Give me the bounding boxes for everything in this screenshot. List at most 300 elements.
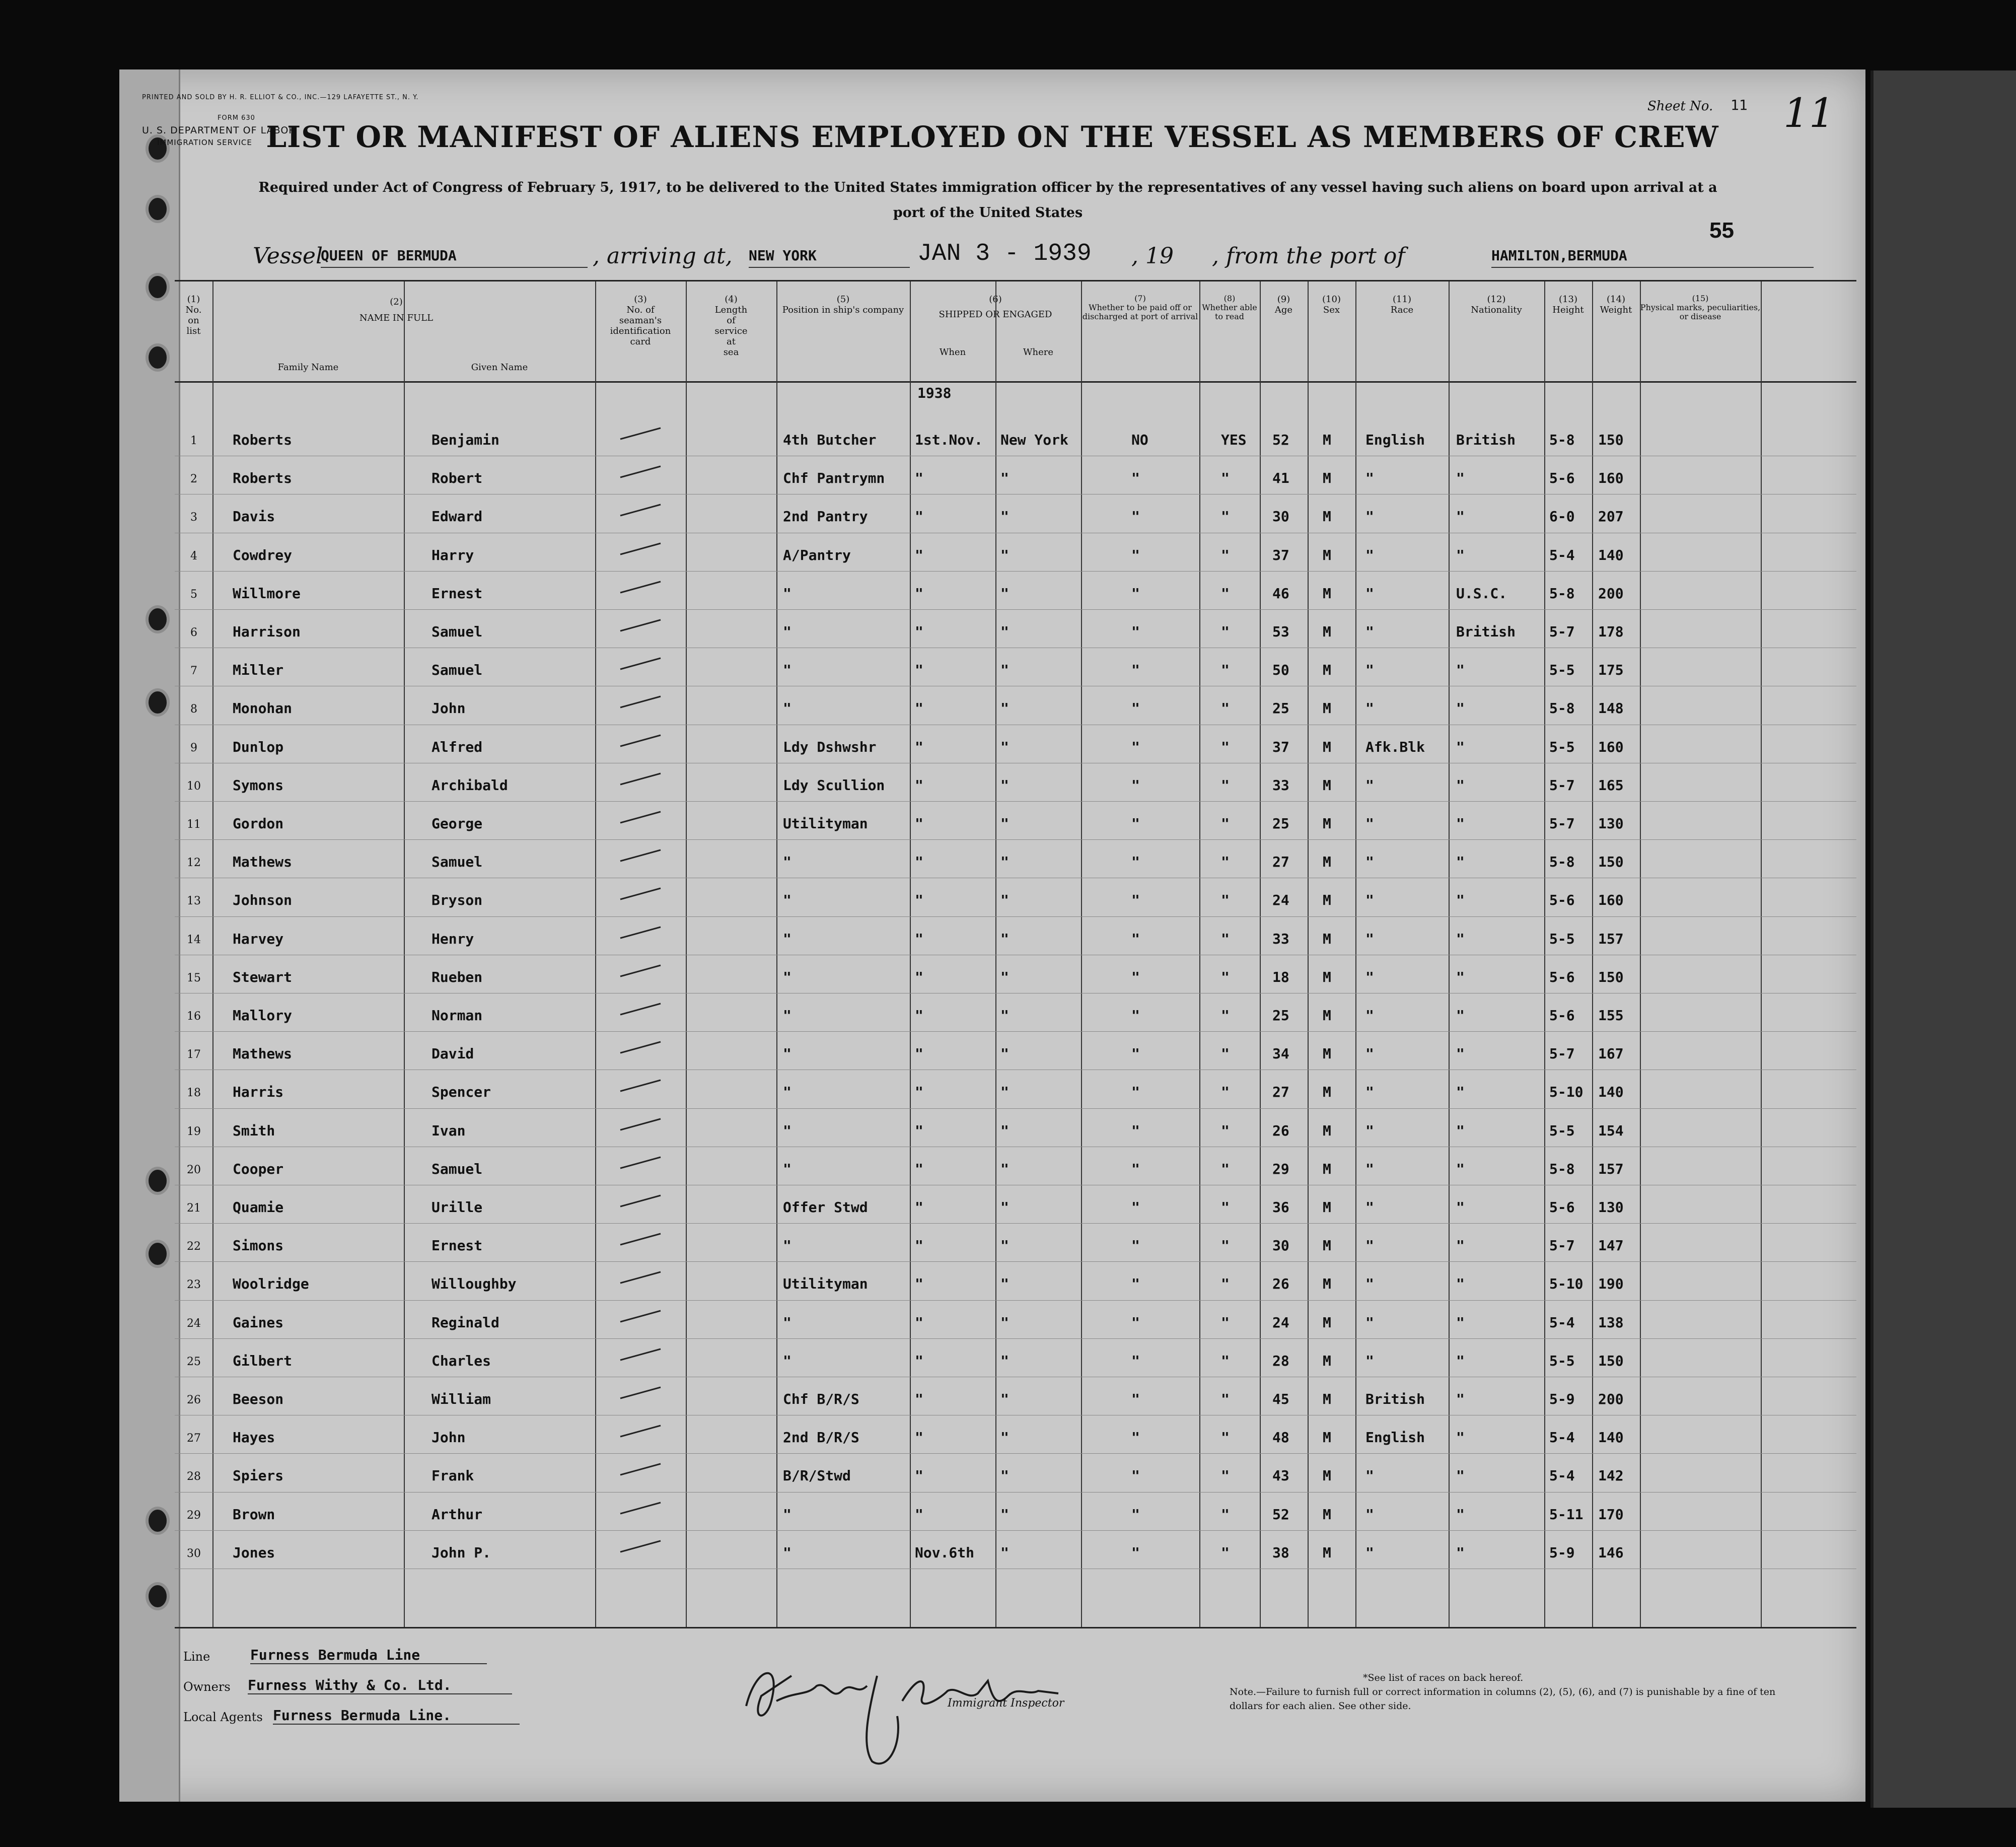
cell-age: 27 (1272, 1084, 1289, 1101)
cell-when: " (915, 546, 923, 563)
cell-age: 24 (1272, 892, 1289, 909)
row-number: 7 (190, 665, 197, 678)
cell-nat: " (1456, 1429, 1465, 1446)
cell-height: 5-6 (1549, 1199, 1575, 1216)
cell-race: " (1365, 1506, 1374, 1523)
row-number: 9 (190, 741, 197, 754)
cell-read: " (1221, 546, 1230, 563)
cell-position: " (783, 892, 791, 909)
id-card-tick-mark (618, 654, 663, 674)
page-number: 55 (1709, 218, 1734, 243)
id-card-tick-mark (618, 808, 663, 828)
col-header-family-name: Family Name (277, 362, 339, 373)
id-card-tick-mark (618, 1383, 663, 1403)
inspector-signature (736, 1646, 1089, 1777)
col-header-id-card: (3) No. of seaman's identification card (610, 294, 671, 347)
cell-paid: " (1131, 662, 1140, 679)
cell-family: Harrison (233, 623, 301, 640)
cell-sex: M (1323, 1007, 1331, 1024)
binding-strip (119, 69, 180, 1802)
col-header-age: (9) Age (1274, 294, 1293, 315)
id-card-tick-mark (618, 1115, 663, 1135)
cell-race: " (1365, 623, 1374, 640)
cell-family: Spiers (233, 1467, 284, 1484)
cell-where: " (1000, 1467, 1009, 1484)
cell-read: " (1221, 1045, 1230, 1062)
cell-height: 5-8 (1549, 585, 1575, 602)
cell-position: Utilityman (783, 815, 868, 832)
cell-paid: " (1131, 1237, 1140, 1254)
cell-family: Jones (233, 1544, 275, 1561)
cell-when: " (915, 892, 923, 909)
cell-race: " (1365, 968, 1374, 985)
cell-family: Symons (233, 776, 284, 794)
cell-weight: 160 (1598, 738, 1624, 755)
cell-read: " (1221, 662, 1230, 679)
cell-weight: 150 (1598, 968, 1624, 985)
cell-position: A/Pantry (783, 546, 851, 563)
cell-when: " (915, 738, 923, 755)
cell-position: Ldy Scullion (783, 776, 885, 794)
cell-given: Samuel (431, 1160, 483, 1177)
cell-read: " (1221, 1160, 1230, 1177)
row-rule (175, 839, 1856, 840)
punch-hole (149, 691, 167, 714)
cell-position: " (783, 1314, 791, 1331)
cell-nat: " (1456, 854, 1465, 871)
cell-paid: " (1131, 470, 1140, 487)
inspector-label: Immigrant Inspector (948, 1697, 1064, 1710)
cell-read: " (1221, 1429, 1230, 1446)
id-card-tick-mark (618, 1499, 663, 1519)
cell-race: " (1365, 700, 1374, 717)
cell-paid: " (1131, 930, 1140, 947)
cell-age: 45 (1272, 1391, 1289, 1407)
cell-when: " (915, 968, 923, 985)
page-title: LIST OR MANIFEST OF ALIENS EMPLOYED ON THE VESSEL AS MEMBERS OF CREW (266, 120, 1719, 154)
row-number: 24 (187, 1317, 201, 1330)
cell-race: " (1365, 1122, 1374, 1139)
cell-sex: M (1323, 700, 1331, 717)
punch-hole (149, 1243, 167, 1265)
cell-where: " (1000, 1275, 1009, 1293)
cell-position: Chf Pantrymn (783, 470, 885, 487)
cell-height: 5-5 (1549, 1352, 1575, 1369)
cell-when: " (915, 1237, 923, 1254)
row-number: 12 (187, 857, 201, 870)
cell-race: " (1365, 1199, 1374, 1216)
id-card-tick-mark (618, 961, 663, 981)
cell-sex: M (1323, 1429, 1331, 1446)
cell-position: " (783, 1007, 791, 1024)
row-rule (175, 1108, 1856, 1109)
cell-given: Norman (431, 1007, 483, 1024)
col-header-read: (8) Whether able to read (1202, 294, 1257, 321)
cell-age: 41 (1272, 470, 1289, 487)
cell-nat: " (1456, 1007, 1465, 1024)
cell-when: " (915, 623, 923, 640)
cell-height: 5-7 (1549, 1045, 1575, 1062)
cell-given: Samuel (431, 854, 483, 871)
cell-race: " (1365, 1544, 1374, 1561)
cell-when: " (915, 1391, 923, 1407)
cell-weight: 130 (1598, 1199, 1624, 1216)
cell-sex: M (1323, 968, 1331, 985)
cell-weight: 157 (1598, 1160, 1624, 1177)
cell-given: Charles (431, 1352, 491, 1369)
cell-when: " (915, 1352, 923, 1369)
row-rule (175, 1338, 1856, 1339)
cell-when: " (915, 585, 923, 602)
row-number: 4 (190, 549, 197, 562)
cell-family: Smith (233, 1122, 275, 1139)
cell-race: " (1365, 1160, 1374, 1177)
id-card-tick-mark (618, 1000, 663, 1020)
cell-height: 5-4 (1549, 546, 1575, 563)
cell-nat: " (1456, 892, 1465, 909)
cell-when: Nov.6th (915, 1544, 975, 1561)
vessel-label: Vessel (253, 243, 323, 269)
col-header-sex: (10) Sex (1322, 294, 1341, 315)
cell-weight: 178 (1598, 623, 1624, 640)
cell-age: 48 (1272, 1429, 1289, 1446)
cell-race: " (1365, 1084, 1374, 1101)
cell-nat: " (1456, 1084, 1465, 1101)
cell-family: Gilbert (233, 1352, 293, 1369)
cell-height: 5-6 (1549, 892, 1575, 909)
cell-where: " (1000, 585, 1009, 602)
cell-sex: M (1323, 662, 1331, 679)
cell-weight: 200 (1598, 1391, 1624, 1407)
cell-weight: 150 (1598, 854, 1624, 871)
cell-family: Simons (233, 1237, 284, 1254)
cell-sex: M (1323, 1237, 1331, 1254)
cell-where: " (1000, 968, 1009, 985)
cell-paid: " (1131, 738, 1140, 755)
id-card-tick-mark (618, 501, 663, 521)
cell-sex: M (1323, 470, 1331, 487)
punch-hole (149, 346, 167, 369)
cell-height: 5-10 (1549, 1084, 1583, 1101)
punch-hole (149, 1585, 167, 1607)
cell-when: " (915, 1429, 923, 1446)
cell-family: Beeson (233, 1391, 284, 1407)
cell-nat: " (1456, 968, 1465, 985)
cell-age: 25 (1272, 815, 1289, 832)
row-number: 30 (187, 1547, 201, 1560)
vessel-line (253, 240, 1814, 283)
cell-read: " (1221, 854, 1230, 871)
cell-age: 26 (1272, 1275, 1289, 1293)
cell-weight: 207 (1598, 508, 1624, 525)
cell-position: " (783, 1084, 791, 1101)
cell-given: Urille (431, 1199, 483, 1216)
col-header-name-num: (2) (390, 297, 403, 307)
footnote (1230, 1671, 1783, 1713)
cell-age: 38 (1272, 1544, 1289, 1561)
cell-where: " (1000, 662, 1009, 679)
row-rule (175, 1453, 1856, 1454)
cell-family: Miller (233, 662, 284, 679)
agents-label: Local Agents (183, 1710, 263, 1724)
row-number: 19 (187, 1125, 201, 1138)
cell-height: 6-0 (1549, 508, 1575, 525)
cell-given: Reginald (431, 1314, 499, 1331)
cell-height: 5-6 (1549, 1007, 1575, 1024)
cell-sex: M (1323, 1352, 1331, 1369)
cell-race: English (1365, 432, 1425, 448)
cell-weight: 147 (1598, 1237, 1624, 1254)
cell-given: William (431, 1391, 491, 1407)
cell-race: " (1365, 815, 1374, 832)
cell-paid: " (1131, 776, 1140, 794)
cell-family: Roberts (233, 470, 293, 487)
cell-age: 29 (1272, 1160, 1289, 1177)
cell-when: " (915, 854, 923, 871)
cell-position: " (783, 700, 791, 717)
cell-nat: " (1456, 1544, 1465, 1561)
cell-age: 36 (1272, 1199, 1289, 1216)
cell-when: " (915, 1160, 923, 1177)
cell-given: Rueben (431, 968, 483, 985)
id-card-tick-mark (618, 616, 663, 636)
cell-nat: U.S.C. (1456, 585, 1507, 602)
cell-read: " (1221, 1391, 1230, 1407)
cell-family: Harvey (233, 930, 284, 947)
cell-age: 28 (1272, 1352, 1289, 1369)
cell-when: " (915, 1007, 923, 1024)
cell-sex: M (1323, 508, 1331, 525)
id-card-tick-mark (618, 1038, 663, 1058)
cell-read: " (1221, 1237, 1230, 1254)
cell-age: 43 (1272, 1467, 1289, 1484)
cell-position: " (783, 968, 791, 985)
punch-hole (149, 276, 167, 298)
cell-family: Quamie (233, 1199, 284, 1216)
cell-height: 5-8 (1549, 432, 1575, 448)
cell-age: 25 (1272, 1007, 1289, 1024)
cell-nat: " (1456, 1506, 1465, 1523)
cell-given: John (431, 700, 466, 717)
cell-nat: " (1456, 508, 1465, 525)
cell-race: " (1365, 776, 1374, 794)
row-number: 28 (187, 1470, 201, 1483)
cell-position: " (783, 1237, 791, 1254)
cell-read: " (1221, 1544, 1230, 1561)
cell-read: " (1221, 1467, 1230, 1484)
cell-when: " (915, 1275, 923, 1293)
row-number: 21 (187, 1202, 201, 1215)
cell-where: " (1000, 508, 1009, 525)
cell-weight: 150 (1598, 1352, 1624, 1369)
col-header-physical-marks: (15) Physical marks, peculiarities, or disease (1640, 294, 1761, 321)
cell-read: " (1221, 930, 1230, 947)
adjacent-page-edge (1870, 70, 2016, 1808)
cell-read: " (1221, 1314, 1230, 1331)
row-rule (175, 571, 1856, 572)
cell-given: Harry (431, 546, 474, 563)
row-number: 20 (187, 1163, 201, 1176)
footnote-races: *See list of races on back hereof. (1363, 1672, 1524, 1683)
col-header-shipped-num: (6) (989, 294, 1002, 305)
cell-height: 5-5 (1549, 1122, 1575, 1139)
cell-paid: " (1131, 1314, 1140, 1331)
col-header-nationality: (12) Nationality (1471, 294, 1522, 315)
row-number: 5 (190, 588, 197, 601)
cell-position: " (783, 623, 791, 640)
row-rule (175, 609, 1856, 610)
col-header-name: NAME IN FULL (359, 313, 434, 323)
cell-when: " (915, 470, 923, 487)
cell-where: " (1000, 1391, 1009, 1407)
cell-read: " (1221, 508, 1230, 525)
cell-family: Willmore (233, 585, 301, 602)
cell-height: 5-6 (1549, 470, 1575, 487)
cell-weight: 140 (1598, 1429, 1624, 1446)
id-card-tick-mark (618, 1307, 663, 1327)
cell-paid: " (1131, 1199, 1140, 1216)
cell-sex: M (1323, 1045, 1331, 1062)
id-card-tick-mark (618, 1191, 663, 1212)
cell-read: " (1221, 1506, 1230, 1523)
cell-nat: " (1456, 776, 1465, 794)
cell-read: " (1221, 738, 1230, 755)
punch-hole (149, 608, 167, 630)
cell-read: " (1221, 1084, 1230, 1101)
col-header-position: (5) Position in ship's company (782, 294, 904, 315)
cell-race: " (1365, 1314, 1374, 1331)
cell-age: 34 (1272, 1045, 1289, 1062)
cell-given: Ernest (431, 585, 483, 602)
row-number: 14 (187, 933, 201, 946)
cell-sex: M (1323, 738, 1331, 755)
cell-family: Dunlop (233, 738, 284, 755)
cell-sex: M (1323, 1467, 1331, 1484)
cell-weight: 160 (1598, 470, 1624, 487)
cell-where: " (1000, 776, 1009, 794)
owners-value: Furness Withy & Co. Ltd. (248, 1677, 512, 1694)
cell-given: George (431, 815, 483, 832)
cell-paid: " (1131, 1429, 1140, 1446)
cell-race: British (1365, 1391, 1425, 1407)
cell-nat: " (1456, 1160, 1465, 1177)
cell-when: 1st.Nov. (915, 432, 983, 448)
footnote-penalty: Note.—Failure to furnish full or correct information in columns (2), (5), (6), and (7) is punishable by a fine of ten dollars for each alien. See other side. (1230, 1686, 1776, 1712)
cell-nat: " (1456, 930, 1465, 947)
cell-race: " (1365, 1007, 1374, 1024)
cell-given: Ernest (431, 1237, 483, 1254)
cell-given: Henry (431, 930, 474, 947)
agents-value: Furness Bermuda Line. (273, 1707, 520, 1725)
cell-age: 50 (1272, 662, 1289, 679)
year-note: 1938 (917, 385, 952, 401)
cell-read: YES (1221, 432, 1247, 448)
col-header-service-length: (4) Length of service at sea (714, 294, 748, 358)
cell-position: " (783, 1122, 791, 1139)
cell-where: " (1000, 1314, 1009, 1331)
cell-weight: 200 (1598, 585, 1624, 602)
row-rule (175, 1300, 1856, 1301)
row-number: 3 (190, 511, 197, 524)
id-card-tick-mark (618, 769, 663, 790)
crew-table (175, 280, 1856, 1628)
cell-where: " (1000, 1084, 1009, 1101)
cell-sex: M (1323, 1506, 1331, 1523)
cell-paid: " (1131, 546, 1140, 563)
cell-age: 46 (1272, 585, 1289, 602)
cell-position: " (783, 930, 791, 947)
cell-weight: 190 (1598, 1275, 1624, 1293)
cell-paid: " (1131, 700, 1140, 717)
cell-position: B/R/Stwd (783, 1467, 851, 1484)
cell-when: " (915, 1084, 923, 1101)
cell-paid: " (1131, 585, 1140, 602)
cell-height: 5-7 (1549, 623, 1575, 640)
cell-when: " (915, 1506, 923, 1523)
cell-where: " (1000, 1237, 1009, 1254)
owners-label: Owners (183, 1680, 231, 1694)
cell-paid: " (1131, 854, 1140, 871)
id-card-tick-mark (618, 1460, 663, 1480)
cell-sex: M (1323, 585, 1331, 602)
id-card-tick-mark (618, 424, 663, 444)
cell-when: " (915, 1199, 923, 1216)
cell-nat: " (1456, 1045, 1465, 1062)
cell-age: 33 (1272, 776, 1289, 794)
cell-family: Gaines (233, 1314, 284, 1331)
cell-weight: 138 (1598, 1314, 1624, 1331)
col-header-where: Where (1023, 347, 1053, 358)
cell-where: " (1000, 854, 1009, 871)
cell-family: Davis (233, 508, 275, 525)
line-label: Line (183, 1650, 210, 1664)
row-number: 11 (187, 818, 201, 831)
from-label: , from the port of (1212, 243, 1405, 269)
row-number: 13 (187, 895, 201, 908)
cell-position: " (783, 1160, 791, 1177)
cell-weight: 140 (1598, 546, 1624, 563)
cell-height: 5-7 (1549, 815, 1575, 832)
cell-position: 2nd Pantry (783, 508, 868, 525)
id-card-tick-mark (618, 692, 663, 713)
cell-height: 5-9 (1549, 1391, 1575, 1407)
cell-height: 5-8 (1549, 854, 1575, 871)
cell-sex: M (1323, 1122, 1331, 1139)
row-number: 18 (187, 1087, 201, 1100)
cell-sex: M (1323, 892, 1331, 909)
cell-weight: 130 (1598, 815, 1624, 832)
arriving-port: NEW YORK (749, 247, 910, 268)
cell-weight: 175 (1598, 662, 1624, 679)
cell-nat: " (1456, 738, 1465, 755)
row-number: 23 (187, 1278, 201, 1292)
cell-race: " (1365, 1275, 1374, 1293)
cell-height: 5-7 (1549, 1237, 1575, 1254)
cell-race: " (1365, 1045, 1374, 1062)
cell-nat: " (1456, 1352, 1465, 1369)
cell-nat: " (1456, 700, 1465, 717)
cell-paid: NO (1131, 432, 1148, 448)
cell-where: " (1000, 1199, 1009, 1216)
cell-height: 5-7 (1549, 776, 1575, 794)
cell-given: Willoughby (431, 1275, 517, 1293)
cell-race: " (1365, 546, 1374, 563)
cell-where: " (1000, 1429, 1009, 1446)
cell-where: " (1000, 1506, 1009, 1523)
manifest-page (119, 69, 1865, 1802)
sheet-handwritten-number: 11 (1783, 90, 1835, 136)
cell-age: 52 (1272, 432, 1289, 448)
